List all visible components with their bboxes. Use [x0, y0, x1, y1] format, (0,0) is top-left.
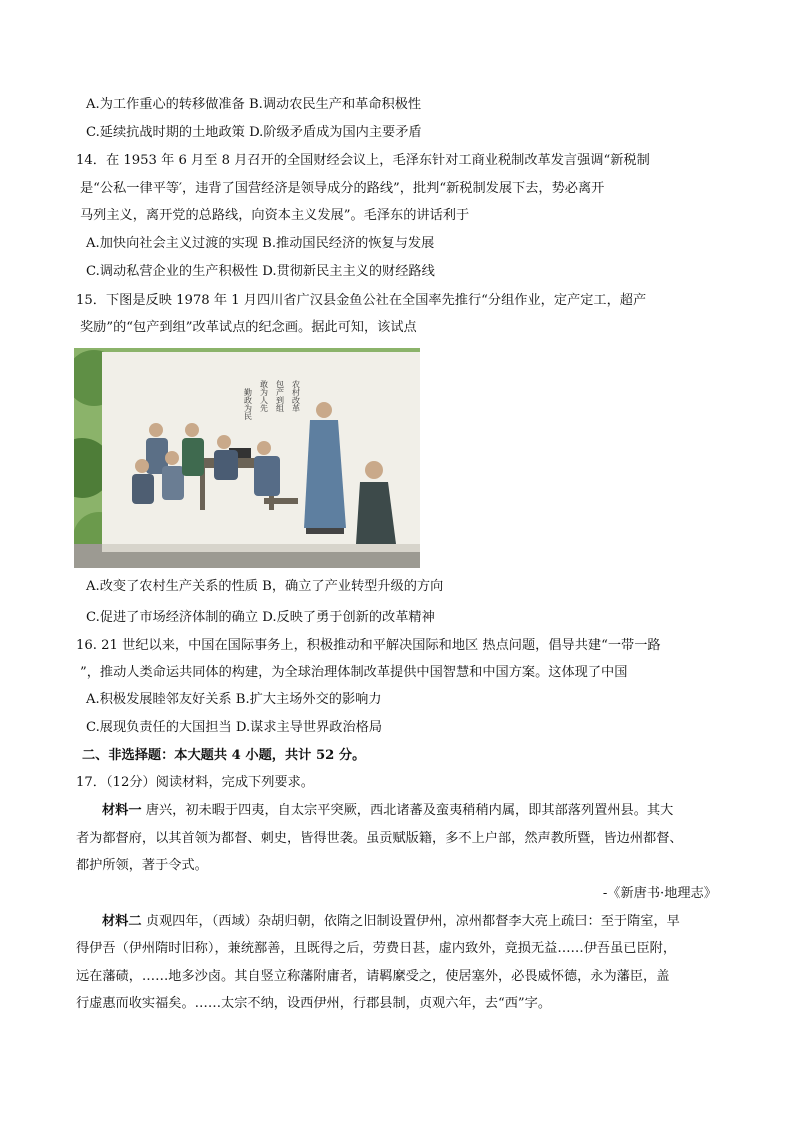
material1-source: -《新唐书·地理志》 [602, 886, 717, 901]
material1-line3: 都护所领，著于令式。 [76, 858, 208, 873]
section-heading: 二、非选择题：本大题共 4 小题，共计 52 分。 [82, 748, 366, 763]
q16-stem-line1: 16. 21 世纪以来，中国在国际事务上，积极推动和平解决国际和地区 热点问题，倡导共建“一带一路 [76, 638, 661, 653]
svg-text:农村改革: 农村改革 [291, 380, 301, 412]
q16-stem-line2: ”，推动人类命运共同体的构建，为全球治理体制改革提供中国智慧和中国方案。这体现了中国 [80, 665, 628, 680]
material2-line2: 得伊吾（伊州隋时旧称），兼统鄯善，且既得之后，劳费日甚，虚内致外，竟损无益……伊吾虽已臣附， [76, 941, 677, 956]
q13-options-cd: C.延续抗战时期的土地政策 D.阶级矛盾成为国内主要矛盾 [86, 125, 422, 140]
q13-options-ab: A.为工作重心的转移做准备 B.调动农民生产和革命积极性 [86, 97, 422, 112]
q14-options-cd: C.调动私营企业的生产积极性 D.贯彻新民主主义的财经路线 [86, 264, 435, 279]
q15-stem-line1: 15．下图是反映 1978 年 1 月四川省广汉县金鱼公社在全国率先推行“分组作业，定产定工，超产 [76, 293, 647, 308]
q15-stem-line2: 奖励”的“包产到组”改革试点的纪念画。据此可知，该试点 [80, 320, 417, 335]
mural-painting [74, 348, 420, 568]
svg-text:勤政为民: 勤政为民 [243, 388, 253, 420]
material1-line2: 者为都督府，以其首领为都督、刺史，皆得世袭。虽贡赋版籍，多不上户部，然声教所暨，皆边州都督、 [76, 831, 683, 846]
q15-options-cd: C.促进了市场经济体制的确立 D.反映了勇于创新的改革精神 [86, 610, 435, 625]
q15-options-ab: A.改变了农村生产关系的性质 B，确立了产业转型升级的方向 [86, 579, 444, 594]
material1-line1: 材料一 唐兴，初未暇于四夷，自太宗平突厥，西北诸蕃及蛮夷稍稍内属，即其部落列置州县。其大 [102, 803, 674, 818]
q16-options-cd: C.展现负责任的大国担当 D.谋求主导世界政治格局 [86, 720, 383, 735]
q17-stem: 17．（12分）阅读材料，完成下列要求。 [76, 775, 314, 790]
q14-stem-line3: 马列主义，离开党的总路线，向资本主义发展”。毛泽东的讲话利于 [80, 208, 470, 223]
material2-line1: 材料二 贞观四年，（西域）杂胡归朝，依隋之旧制设置伊州，凉州都督李大亮上疏曰：至于隋室，早 [102, 914, 680, 929]
q16-options-ab: A.积极发展睦邻友好关系 B.扩大主场外交的影响力 [86, 692, 382, 707]
q14-options-ab: A.加快向社会主义过渡的实现 B.推动国民经济的恢复与发展 [86, 236, 435, 251]
q14-stem-line2: 是“公私一律平等′，违背了国营经济是领导成分的路线”，批判“新税制发展下去，势必离开 [80, 181, 605, 196]
material-label: 材料二 [102, 914, 142, 929]
svg-text:敢为人先: 敢为人先 [259, 380, 269, 412]
material2-line4: 行虚惠而收实福矣。……太宗不纳，设西伊州，行郡县制，贞观六年，去“西”字。 [76, 996, 552, 1011]
material2-line3: 远在藩碛，……地多沙卤。其自竖立称藩附庸者，请羁縻受之，使居塞外，必畏威怀德，永为藩臣，盖 [76, 969, 670, 984]
q14-stem-line1: 14．在 1953 年 6 月至 8 月召开的全国财经会议上，毛泽东针对工商业税制改革发言强调“新税制 [76, 153, 650, 168]
material-label: 材料一 [102, 803, 142, 818]
svg-text:包产到组: 包产到组 [275, 380, 285, 412]
